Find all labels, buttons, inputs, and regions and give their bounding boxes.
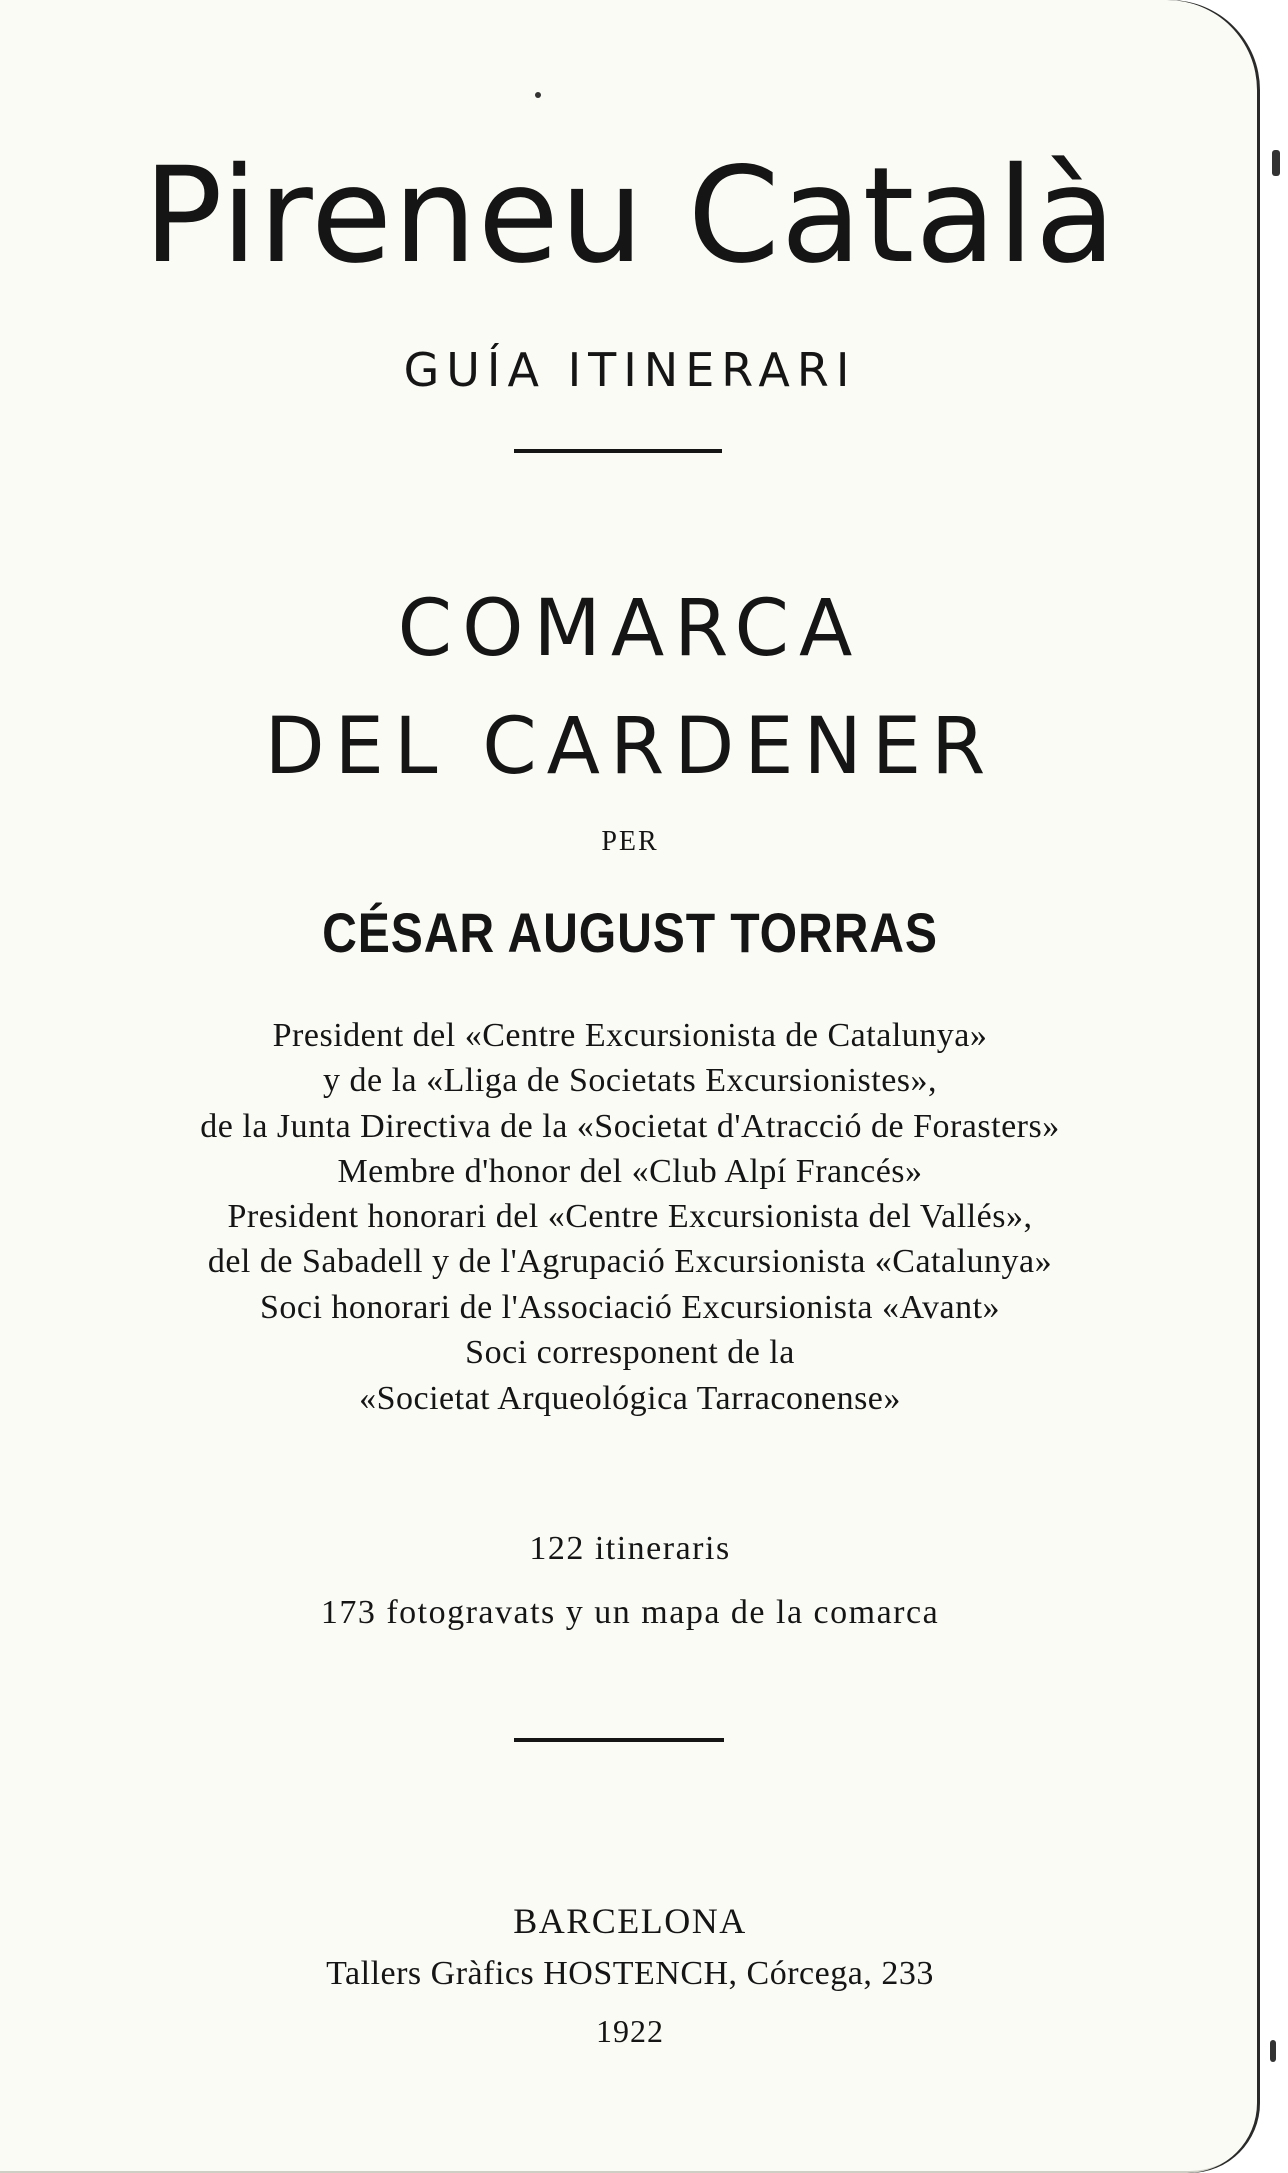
credential-line: Soci corresponent de la (465, 1334, 795, 1371)
divider-rule-top (514, 449, 722, 453)
ink-speck (1272, 150, 1280, 176)
divider-rule-bottom (514, 1738, 724, 1742)
heading-line-1: COMARCA (397, 584, 863, 674)
ink-speck (535, 92, 541, 98)
imprint-city: BARCELONA (513, 1901, 747, 1941)
imprint-printer: Tallers Gràfics HOSTENCH, Córcega, 233 (326, 1955, 934, 1992)
heading-line-2: DEL CARDENER (264, 702, 996, 792)
credential-line: President honorari del «Centre Excursionista del Vallés», (227, 1198, 1033, 1235)
imprint-year: 1922 (596, 2013, 664, 2049)
page-edge (1260, 0, 1288, 2173)
photogravures-count: 173 fotogravats y un mapa de la comarca (320, 1594, 940, 1631)
credential-line: del de Sabadell y de l'Agrupació Excursionista «Catalunya» (207, 1243, 1053, 1280)
ink-speck (1270, 2040, 1276, 2062)
book-title: Pireneu Català (143, 139, 1117, 293)
credential-line: President del «Centre Excursionista de Catalunya» (272, 1017, 988, 1054)
credential-line: de la Junta Directiva de la «Societat d'Atracció de Forasters» (200, 1108, 1060, 1145)
book-subtitle: GUÍA ITINERARI (403, 343, 857, 397)
credential-line: y de la «Lliga de Societats Excursionistes», (322, 1062, 938, 1099)
author-name: CÉSAR AUGUST TORRAS (322, 901, 938, 964)
itineraries-count: 122 itineraris (529, 1530, 731, 1567)
credential-line: «Societat Arqueológica Tarraconense» (359, 1380, 901, 1417)
credential-line: Membre d'honor del «Club Alpí Francés» (337, 1153, 923, 1190)
credential-line: Soci honorari de l'Associació Excursionista «Avant» (259, 1289, 1001, 1326)
per-label: PER (601, 826, 659, 857)
